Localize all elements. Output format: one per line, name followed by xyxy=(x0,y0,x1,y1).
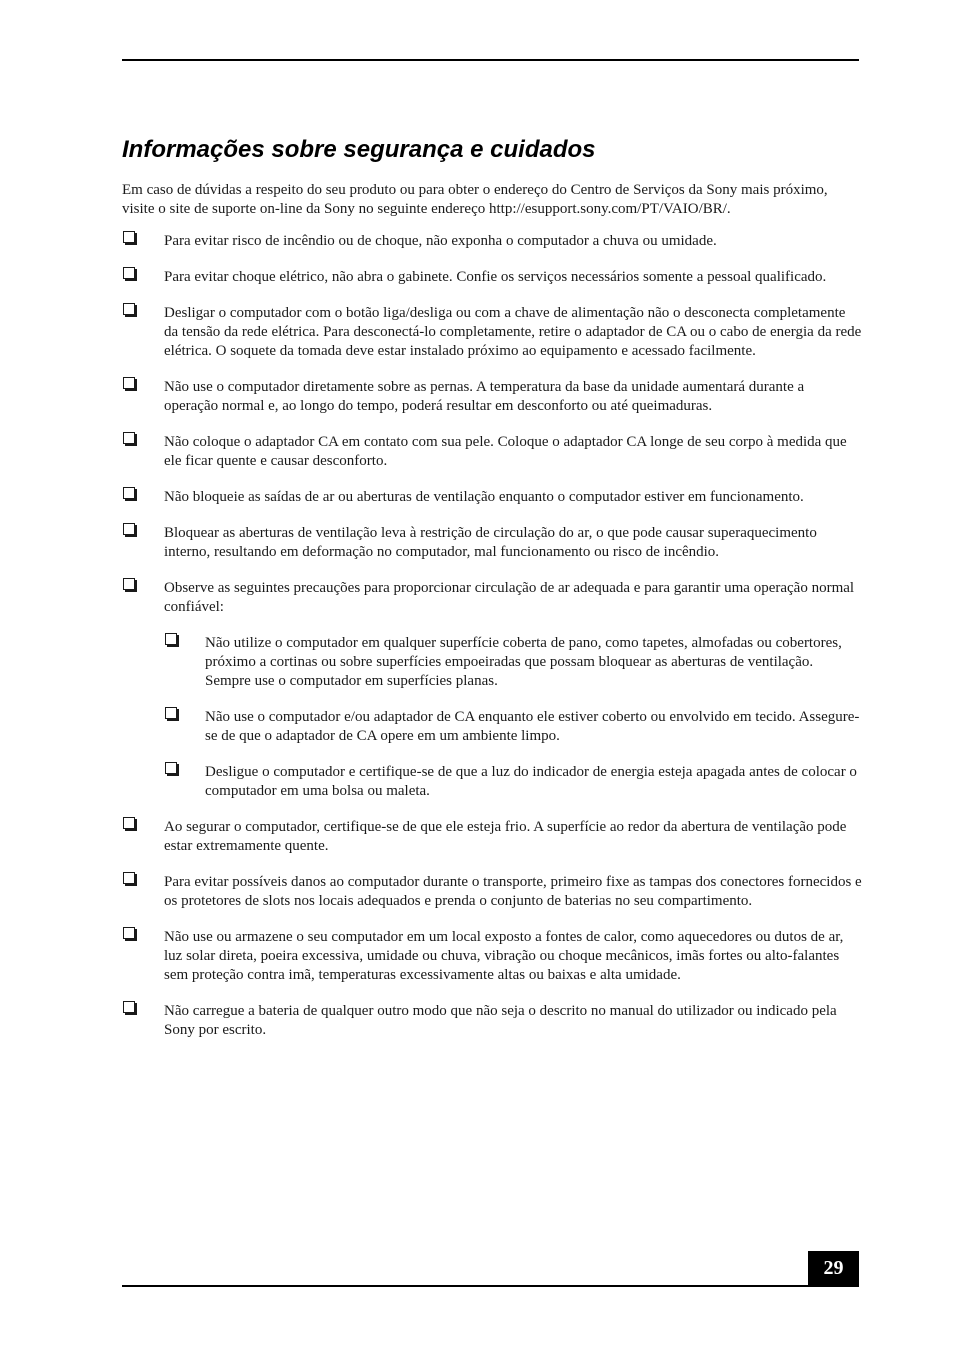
list-item xyxy=(122,815,862,856)
checkbox-icon xyxy=(123,927,135,939)
list-item-text: Não use ou armazene o seu computador em um local exposto a fontes de calor, como aquecedores ou dutos de ar, luz solar direta, poeira excessiva, umidade ou chuva, vibração ou choque mecânicos, imãs fortes ou alto-falantes sem proteção contra imã, temperaturas excessivamente altas ou baixas e alta umidade. xyxy=(164,929,844,983)
ventilation-sublist xyxy=(164,631,862,801)
safety-list xyxy=(122,229,862,1054)
list-item-text: Não coloque o adaptador CA em contato com sua pele. Coloque o adaptador CA longe de seu corpo à medida que ele ficar quente e causar desconforto. xyxy=(164,434,847,469)
checkbox-icon xyxy=(123,432,135,444)
list-item xyxy=(122,521,862,562)
top-rule xyxy=(122,59,859,61)
checkbox-icon xyxy=(123,1001,135,1013)
checkbox-icon xyxy=(165,633,177,645)
list-item-text: Para evitar choque elétrico, não abra o gabinete. Confie os serviços necessários somente a pessoal qualificado. xyxy=(164,269,827,285)
checkbox-icon xyxy=(123,377,135,389)
sublist-item xyxy=(164,705,862,746)
list-item xyxy=(122,485,862,507)
list-item-text: Não use o computador diretamente sobre as pernas. A temperatura da base da unidade aumentará durante a operação normal e, ao longo do tempo, poderá resultar em desconforto ou até queimaduras. xyxy=(164,379,805,414)
checkbox-icon xyxy=(123,303,135,315)
sublist-item-text: Não use o computador e/ou adaptador de CA enquanto ele estiver coberto ou envolvido em tecido. Assegure-se de que o adaptador de CA opere em um ambiente limpo. xyxy=(205,709,860,744)
list-item xyxy=(122,430,862,471)
sublist-item xyxy=(164,760,862,801)
checkbox-icon xyxy=(123,267,135,279)
sublist-item-text: Não utilize o computador em qualquer superfície coberta de pano, como tapetes, almofadas ou cobertores, próximo a cortinas ou sobre superfícies empoeiradas que possam bloquear as aberturas de ventilação. Sempre use o computador em superfícies planas. xyxy=(205,635,842,689)
list-item-text: Para evitar risco de incêndio ou de choque, não exponha o computador a chuva ou umidade. xyxy=(164,233,717,249)
checkbox-icon xyxy=(123,231,135,243)
checkbox-icon xyxy=(165,707,177,719)
list-item-text: Observe as seguintes precauções para proporcionar circulação de ar adequada e para garantir uma operação normal confiável: xyxy=(164,580,855,615)
list-item-text: Não carregue a bateria de qualquer outro modo que não seja o descrito no manual do utilizador ou indicado pela Sony por escrito. xyxy=(164,1003,837,1038)
list-item-text: Desligar o computador com o botão liga/desliga ou com a chave de alimentação não o desconecta completamente da tensão da rede elétrica. Para desconectá-lo completamente, retire o adaptador de CA ou o cabo de energia da rede elétrica. O soquete da tomada deve estar instalado próximo ao equipamento e acessado facilmente. xyxy=(164,305,862,359)
list-item-text: Bloquear as aberturas de ventilação leva à restrição de circulação do ar, o que pode causar superaquecimento interno, resultando em deformação no computador, mal funcionamento ou risco de incêndio. xyxy=(164,525,817,560)
checkbox-icon xyxy=(123,872,135,884)
list-item xyxy=(122,301,862,361)
list-item xyxy=(122,999,862,1040)
list-item-text: Não bloqueie as saídas de ar ou aberturas de ventilação enquanto o computador estiver em funcionamento. xyxy=(164,489,804,505)
checkbox-icon xyxy=(123,817,135,829)
intro-paragraph: Em caso de dúvidas a respeito do seu produto ou para obter o endereço do Centro de Serviços da Sony mais próximo, visite o site de suporte on-line da Sony no seguinte endereço http://esupport.sony.com/PT/VAIO/BR/. xyxy=(122,182,828,217)
list-item xyxy=(122,925,862,985)
checkbox-icon xyxy=(123,578,135,590)
checkbox-icon xyxy=(123,487,135,499)
page-title: Informações sobre segurança e cuidados xyxy=(122,136,596,163)
list-item xyxy=(122,375,862,416)
list-item xyxy=(122,576,862,801)
list-item-text: Ao segurar o computador, certifique-se de que ele esteja frio. A superfície ao redor da abertura de ventilação pode estar extremamente quente. xyxy=(164,819,847,854)
checkbox-icon xyxy=(165,762,177,774)
list-item xyxy=(122,870,862,911)
sublist-item-text: Desligue o computador e certifique-se de que a luz do indicador de energia esteja apagada antes de colocar o computador em uma bolsa ou maleta. xyxy=(205,764,857,799)
list-item xyxy=(122,229,862,251)
page-number: 29 xyxy=(808,1251,859,1286)
list-item-text: Para evitar possíveis danos ao computador durante o transporte, primeiro fixe as tampas dos conectores fornecidos e os protetores de slots nos locais adequados e prenda o conjunto de baterias no seu compartimento. xyxy=(164,874,862,909)
sublist-item xyxy=(164,631,862,691)
bottom-rule xyxy=(122,1285,859,1287)
list-item xyxy=(122,265,862,287)
checkbox-icon xyxy=(123,523,135,535)
